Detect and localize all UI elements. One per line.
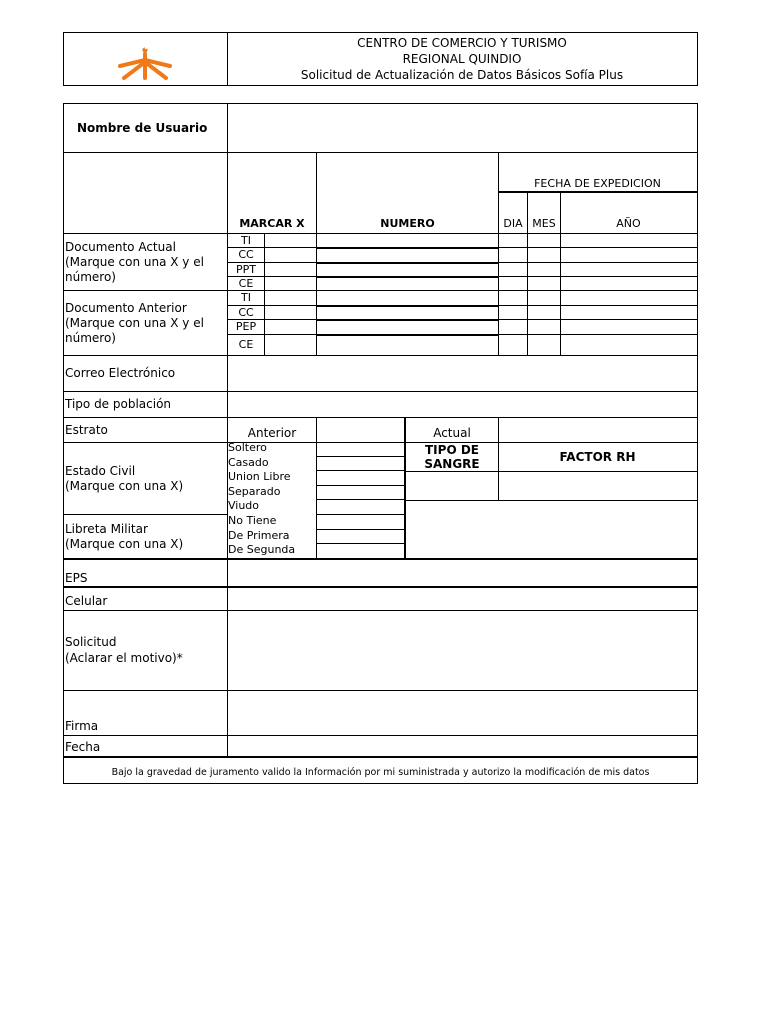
- libreta-mark-no-tiene[interactable]: [318, 515, 403, 528]
- declaration-footer: Bajo la gravedad de juramento valido la Información por mi suministrada y autorizo la modificación de mis datos: [111, 767, 650, 778]
- estado-civil-mark-soltero[interactable]: [318, 443, 403, 455]
- tipo-sangre-label-2: SANGRE: [424, 457, 480, 471]
- doc-anterior-mark-ti[interactable]: [266, 291, 315, 304]
- doc-anterior-hint-2: número): [65, 331, 116, 345]
- factor-rh-input[interactable]: [500, 472, 696, 499]
- estado-civil-option-viudo: Viudo: [228, 499, 260, 512]
- estado-civil-option-separado: Separado: [228, 485, 281, 498]
- estrato-label: Estrato: [65, 423, 108, 437]
- header-line-2: REGIONAL QUINDIO: [402, 52, 522, 66]
- doc-anterior-mark-pep[interactable]: [266, 320, 315, 333]
- correo-label: Correo Electrónico: [65, 366, 176, 380]
- sena-logo: [112, 38, 178, 84]
- doc-anterior-type-ti: TI: [241, 291, 251, 304]
- fecha-label: Fecha: [65, 740, 101, 754]
- poblacion-input[interactable]: [229, 393, 696, 416]
- fecha-expedicion-header: FECHA DE EXPEDICION: [534, 177, 661, 190]
- estado-civil-mark-separado[interactable]: [318, 486, 403, 498]
- doc-actual-type-cc: CC: [238, 248, 254, 261]
- factor-rh-label: FACTOR RH: [559, 450, 636, 464]
- estado-civil-mark-viudo[interactable]: [318, 500, 403, 513]
- anio-header: AÑO: [616, 217, 641, 230]
- solicitud-textarea[interactable]: [229, 612, 696, 689]
- doc-actual-mark-ce[interactable]: [266, 277, 315, 290]
- doc-actual-label: Documento Actual: [65, 240, 176, 254]
- doc-actual-mark-cc[interactable]: [266, 248, 315, 261]
- doc-actual-type-ppt: PPT: [236, 263, 256, 276]
- sena-logo-text: SENA: [127, 41, 163, 52]
- estrato-anterior-input[interactable]: [318, 419, 403, 441]
- doc-anterior-mark-ce[interactable]: [266, 335, 315, 354]
- estrato-anterior-label: Anterior: [247, 426, 297, 440]
- firma-label: Firma: [65, 719, 99, 733]
- libreta-mark-de-segunda[interactable]: [318, 544, 403, 557]
- tipo-sangre-label: TIPO DE: [425, 443, 479, 457]
- estado-civil-option-soltero: Soltero: [228, 441, 267, 454]
- doc-anterior-type-cc: CC: [238, 306, 254, 319]
- marcar-header: MARCAR X: [239, 217, 305, 230]
- libreta-militar-label: Libreta Militar: [65, 522, 148, 536]
- dia-header: DIA: [503, 217, 523, 230]
- estrato-actual-label: Actual: [433, 426, 471, 440]
- libreta-mark-de-primera[interactable]: [318, 530, 403, 542]
- estado-civil-mark-union-libre[interactable]: [318, 471, 403, 484]
- doc-anterior-type-pep: PEP: [235, 320, 257, 333]
- correo-input[interactable]: [229, 357, 696, 390]
- estrato-actual-input[interactable]: [500, 419, 696, 441]
- solicitud-hint: (Aclarar el motivo)*: [65, 651, 183, 665]
- eps-label: EPS: [65, 571, 88, 585]
- estado-civil-mark-casado[interactable]: [318, 457, 403, 469]
- libreta-option-de-segunda: De Segunda: [228, 543, 296, 556]
- firma-input[interactable]: [229, 692, 696, 734]
- libreta-militar-hint: (Marque con una X): [65, 537, 184, 551]
- doc-actual-number-field[interactable]: [318, 234, 497, 247]
- estado-civil-option-union-libre: Union Libre: [228, 470, 291, 483]
- celular-label: Celular: [65, 594, 108, 608]
- tipo-sangre-input[interactable]: [406, 472, 497, 499]
- fecha-input[interactable]: [229, 737, 696, 755]
- celular-input[interactable]: [229, 588, 696, 609]
- estado-civil-hint: (Marque con una X): [65, 479, 184, 493]
- mes-header: MES: [532, 217, 556, 230]
- solicitud-label: Solicitud: [65, 635, 117, 649]
- eps-input[interactable]: [229, 560, 696, 585]
- doc-anterior-hint: (Marque con una X y el: [65, 316, 204, 330]
- estado-civil-option-casado: Casado: [228, 456, 269, 469]
- poblacion-label: Tipo de población: [65, 397, 172, 411]
- doc-actual-type-ce: CE: [238, 277, 254, 290]
- user-name-input[interactable]: [229, 105, 696, 151]
- header-line-1: CENTRO DE COMERCIO Y TURISMO: [357, 36, 567, 50]
- doc-anterior-mark-cc[interactable]: [266, 306, 315, 319]
- libreta-option-de-primera: De Primera: [228, 529, 290, 542]
- numero-header: NUMERO: [380, 217, 435, 230]
- estado-civil-label: Estado Civil: [65, 464, 136, 478]
- header-line-3: Solicitud de Actualización de Datos Básicos Sofía Plus: [300, 68, 624, 82]
- doc-actual-mark-ti[interactable]: [266, 234, 315, 247]
- user-name-label: Nombre de Usuario: [77, 121, 208, 135]
- doc-anterior-type-ce: CE: [238, 338, 254, 351]
- doc-actual-mark-ppt[interactable]: [266, 263, 315, 276]
- doc-actual-type-ti: TI: [241, 234, 251, 247]
- doc-actual-hint-2: número): [65, 270, 116, 284]
- doc-actual-hint: (Marque con una X y el: [65, 255, 204, 269]
- libreta-option-no-tiene: No Tiene: [228, 514, 277, 527]
- doc-anterior-label: Documento Anterior: [65, 301, 187, 315]
